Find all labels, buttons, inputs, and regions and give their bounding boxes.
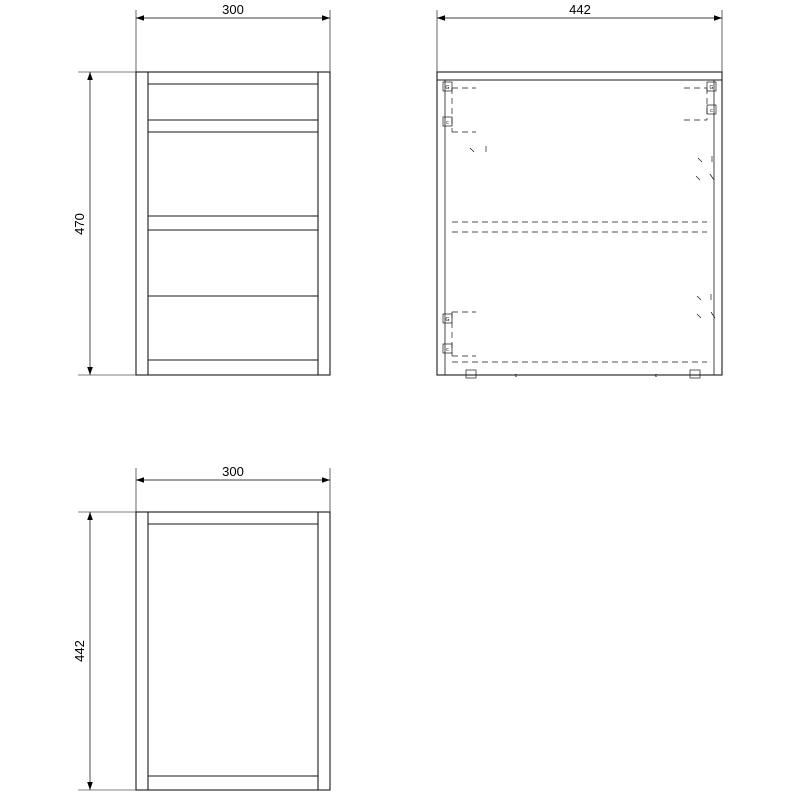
side-hidden-lines bbox=[452, 88, 707, 362]
plan-cabinet-body bbox=[136, 512, 330, 790]
hw-g-2: G bbox=[709, 85, 714, 91]
hw-c-2: c bbox=[710, 108, 713, 114]
side-width-label: 442 bbox=[569, 2, 591, 17]
hw-c-4: c bbox=[514, 373, 518, 379]
side-cabinet-body bbox=[437, 72, 722, 379]
hw-g-3: G bbox=[445, 317, 450, 323]
front-width-dimension bbox=[136, 2, 330, 72]
plan-width-label: 300 bbox=[222, 464, 244, 479]
side-hardware-marks bbox=[443, 82, 716, 379]
plan-height-dimension bbox=[72, 512, 136, 790]
front-height-dimension bbox=[72, 72, 136, 375]
front-height-label: 470 bbox=[72, 213, 87, 235]
hw-c-1: c bbox=[446, 120, 449, 126]
side-elevation-view bbox=[437, 2, 722, 379]
hw-g-1: G bbox=[445, 85, 450, 91]
front-width-label: 300 bbox=[222, 2, 244, 17]
plan-width-dimension bbox=[136, 464, 330, 512]
hw-c-3: c bbox=[446, 347, 449, 353]
side-width-dimension bbox=[437, 2, 722, 72]
front-cabinet-body bbox=[136, 72, 330, 375]
hw-c-5: c bbox=[654, 373, 658, 379]
front-elevation-view bbox=[72, 2, 330, 375]
plan-view bbox=[72, 464, 330, 790]
plan-height-label: 442 bbox=[72, 640, 87, 662]
